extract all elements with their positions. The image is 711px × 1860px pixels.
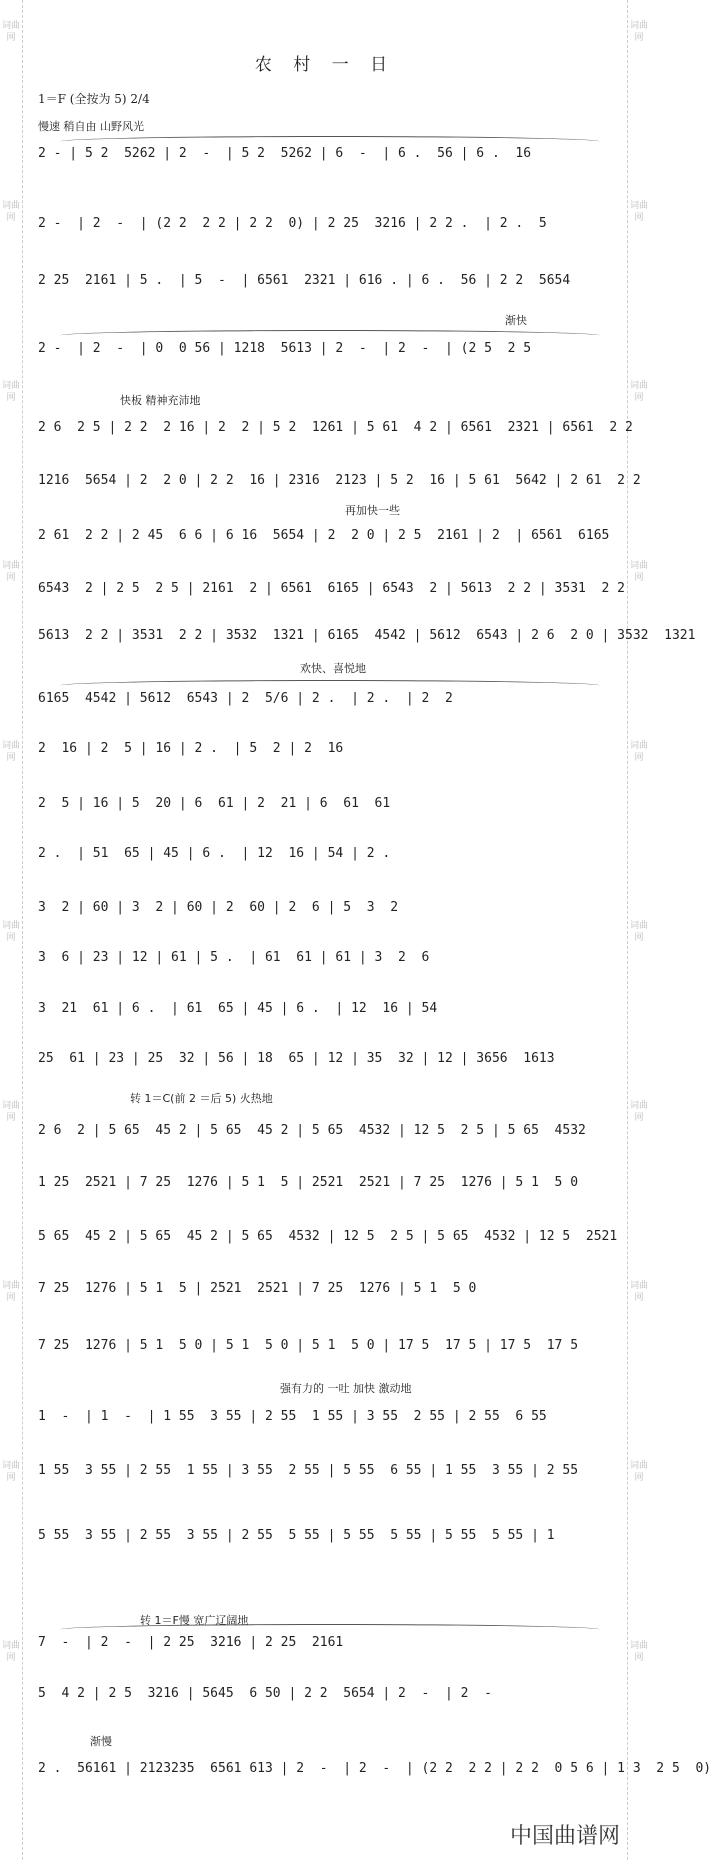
key-signature: 1＝F (全按为 5) 2/4 <box>38 92 150 106</box>
score-line: 1216 5654 | 2 2 0 | 2 2 16 | 2316 2123 | 5 2 16 | 5 61 5642 | 2 61 2 2 <box>38 473 641 488</box>
score-line: 5613 2 2 | 3531 2 2 | 3532 1321 | 6165 4542 | 5612 6543 | 2 6 2 0 | 3532 1321 <box>38 628 696 643</box>
score-line: 7 25 1276 | 5 1 5 | 2521 2521 | 7 25 1276 | 5 1 5 0 <box>38 1281 477 1296</box>
score-line: 2 25 2161 | 5 . | 5 - | 6561 2321 | 616 . | 6 . 56 | 2 2 5654 <box>38 273 571 288</box>
tempo-mark: 欢快、喜悦地 <box>300 662 366 675</box>
watermark-text: 词曲网 <box>629 381 648 403</box>
watermark-text: 词曲网 <box>629 21 648 43</box>
watermark-text: 词曲网 <box>1 1281 20 1303</box>
score-line: 6165 4542 | 5612 6543 | 2 5/6 | 2 . | 2 . | 2 2 <box>38 691 453 706</box>
watermark-text: 词曲网 <box>1 921 20 943</box>
tempo-mark: 强有力的 一吐 加快 激动地 <box>280 1382 412 1395</box>
tempo-mark: 再加快一些 <box>345 504 400 517</box>
score-line: 2 - | 2 - | 0 0 56 | 1218 5613 | 2 - | 2 - | (2 5 2 5 <box>38 341 532 356</box>
left-watermark-strip <box>0 0 23 1860</box>
score-line: 2 6 2 | 5 65 45 2 | 5 65 45 2 | 5 65 4532 | 12 5 2 5 | 5 65 4532 <box>38 1123 586 1138</box>
watermark-text: 词曲网 <box>629 1461 648 1483</box>
score-line: 2 5 | 16 | 5 20 | 6 61 | 2 21 | 6 61 61 <box>38 796 391 811</box>
score-line: 2 . | 51 65 | 45 | 6 . | 12 16 | 54 | 2 . <box>38 846 391 861</box>
score-line: 7 25 1276 | 5 1 5 0 | 5 1 5 0 | 5 1 5 0 | 17 5 17 5 | 17 5 17 5 <box>38 1338 579 1353</box>
tempo-mark: 慢速 稍自由 山野风光 <box>38 120 144 133</box>
watermark-text: 词曲网 <box>1 1101 20 1123</box>
watermark-text: 词曲网 <box>629 1281 648 1303</box>
watermark-text: 词曲网 <box>629 1641 648 1663</box>
watermark-text: 词曲网 <box>1 201 20 223</box>
watermark-text: 词曲网 <box>1 1461 20 1483</box>
watermark-text: 词曲网 <box>1 741 20 763</box>
watermark-text: 词曲网 <box>629 201 648 223</box>
score-line: 1 55 3 55 | 2 55 1 55 | 3 55 2 55 | 5 55 6 55 | 1 55 3 55 | 2 55 <box>38 1463 579 1478</box>
tempo-mark: 转 1＝F慢 宽广辽阔地 <box>140 1614 249 1627</box>
watermark-text: 词曲网 <box>629 561 648 583</box>
site-logo: 中国曲谱网 <box>509 1824 620 1849</box>
tempo-mark: 快板 精神充沛地 <box>120 394 201 407</box>
score-line: 1 - | 1 - | 1 55 3 55 | 2 55 1 55 | 3 55 2 55 | 2 55 6 55 <box>38 1409 547 1424</box>
score-line: 5 55 3 55 | 2 55 3 55 | 2 55 5 55 | 5 55 5 55 | 5 55 5 55 | 1 <box>38 1528 555 1543</box>
tempo-mark: 渐慢 <box>90 1735 112 1748</box>
watermark-text: 词曲网 <box>629 1101 648 1123</box>
score-line: 2 - | 5 2 5262 | 2 - | 5 2 5262 | 6 - | 6 . 56 | 6 . 16 <box>38 146 532 161</box>
watermark-text: 词曲网 <box>1 21 20 43</box>
right-watermark-strip <box>627 0 650 1860</box>
score-line: 2 6 2 5 | 2 2 2 16 | 2 2 | 5 2 1261 | 5 61 4 2 | 6561 2321 | 6561 2 2 <box>38 420 633 435</box>
watermark-text: 词曲网 <box>1 1641 20 1663</box>
score-line: 3 21 61 | 6 . | 61 65 | 45 | 6 . | 12 16 | 54 <box>38 1001 438 1016</box>
slur-line <box>60 1624 600 1635</box>
score-line: 7 - | 2 - | 2 25 3216 | 2 25 2161 <box>38 1635 344 1650</box>
score-line: 3 6 | 23 | 12 | 61 | 5 . | 61 61 | 61 | 3 2 6 <box>38 950 430 965</box>
slur-line <box>60 330 600 341</box>
watermark-text: 词曲网 <box>1 381 20 403</box>
score-line: 2 . 56161 | 2123235 6561 613 | 2 - | 2 - | (2 2 2 2 | 2 2 0 5 6 | 1 3 2 5 0) <box>38 1761 711 1776</box>
slur-line <box>60 680 600 691</box>
score-line: 5 4 2 | 2 5 3216 | 5645 6 50 | 2 2 5654 | 2 - | 2 - <box>38 1686 492 1701</box>
watermark-text: 词曲网 <box>629 741 648 763</box>
tempo-mark: 转 1＝C(前 2 ＝后 5) 火热地 <box>130 1092 273 1105</box>
tempo-mark: 渐快 <box>505 314 527 327</box>
watermark-text: 词曲网 <box>1 561 20 583</box>
watermark-text: 词曲网 <box>629 921 648 943</box>
score-line: 2 - | 2 - | (2 2 2 2 | 2 2 0) | 2 25 3216 | 2 2 . | 2 . 5 <box>38 216 547 231</box>
score-line: 6543 2 | 2 5 2 5 | 2161 2 | 6561 6165 | 6543 2 | 5613 2 2 | 3531 2 2 <box>38 581 625 596</box>
score-line: 2 61 2 2 | 2 45 6 6 | 6 16 5654 | 2 2 0 | 2 5 2161 | 2 | 6561 6165 <box>38 528 610 543</box>
score-line: 1 25 2521 | 7 25 1276 | 5 1 5 | 2521 2521 | 7 25 1276 | 5 1 5 0 <box>38 1175 579 1190</box>
slur-line <box>60 136 600 147</box>
score-line: 5 65 45 2 | 5 65 45 2 | 5 65 4532 | 12 5 2 5 | 5 65 4532 | 12 5 2521 <box>38 1229 618 1244</box>
score-title: 农 村 一 日 <box>254 55 396 75</box>
score-line: 3 2 | 60 | 3 2 | 60 | 2 60 | 2 6 | 5 3 2 <box>38 900 399 915</box>
score-line: 25 61 | 23 | 25 32 | 56 | 18 65 | 12 | 35 32 | 12 | 3656 1613 <box>38 1051 555 1066</box>
score-line: 2 16 | 2 5 | 16 | 2 . | 5 2 | 2 16 <box>38 741 344 756</box>
